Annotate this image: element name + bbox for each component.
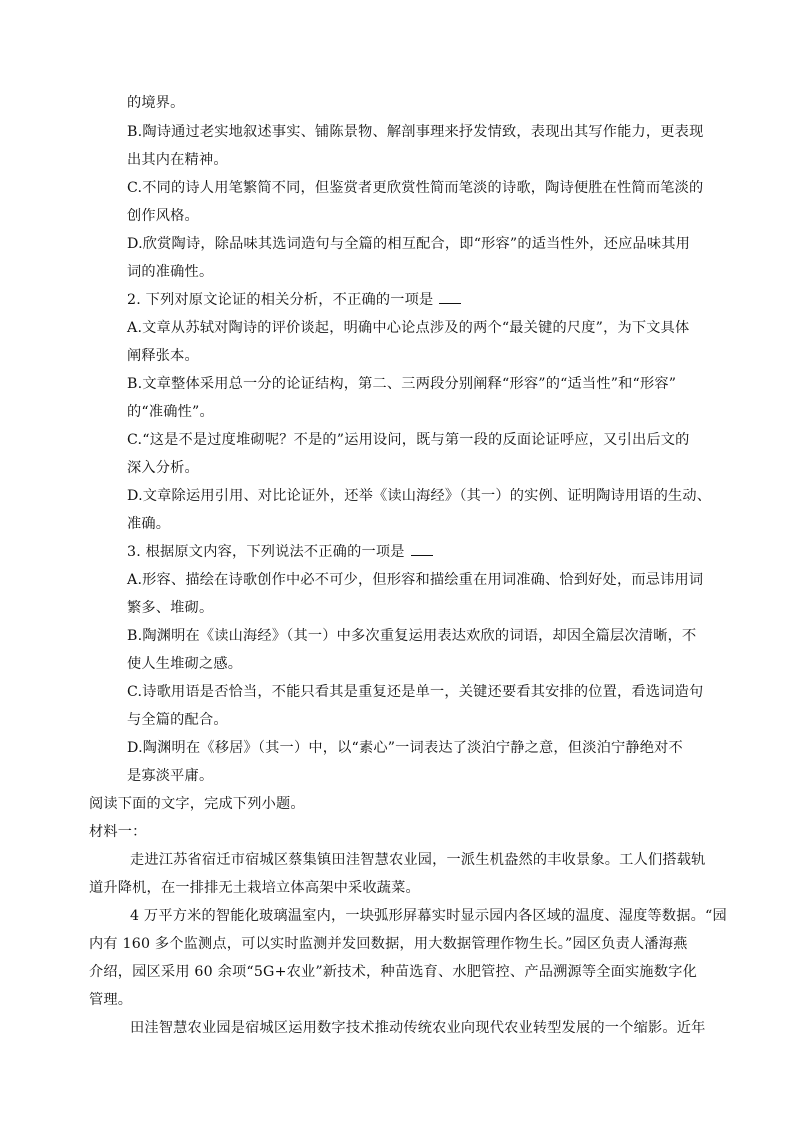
text-line xyxy=(127,543,433,561)
text-line xyxy=(127,683,703,701)
line-text: 田洼智慧农业园是宿城区运用数字技术推动传统农业向现代农业转型发展的一个缩影。近年 xyxy=(130,1020,706,1036)
line-text: 道升降机，在一排排无土栽培立体高架中采收蔬菜。 xyxy=(89,880,420,896)
line-text: 是寡淡平庸。 xyxy=(127,768,214,784)
text-line xyxy=(127,767,213,785)
line-text: 材料一： xyxy=(89,824,147,840)
text-line xyxy=(127,739,683,757)
line-text: 走进江苏省宿迁市宿城区蔡集镇田洼智慧农业园，一派生机盎然的丰收景象。工人们搭载轨 xyxy=(130,852,706,868)
line-text: D.陶渊明在《移居》（其一）中，以“素心”一词表达了淡泊宁静之意，但淡泊宁静绝对不 xyxy=(127,740,683,756)
line-text: 4 万平方米的智能化玻璃温室内，一块弧形屏幕实时显示园内各区域的温度、湿度等数据。“园 xyxy=(130,908,727,924)
text-line xyxy=(127,431,690,449)
line-text: 3. 根据原文内容，下列说法不正确的一项是 xyxy=(127,544,405,560)
line-text: 繁多、堆砌。 xyxy=(127,600,214,616)
line-text: B.文章整体采用总一分的论证结构，第二、三两段分别阐释“形容”的“适当性”和“形容” xyxy=(127,376,677,392)
line-text: 的“准确性”。 xyxy=(127,404,214,420)
answer-blank[interactable] xyxy=(439,291,461,304)
text-line xyxy=(89,823,147,841)
line-text: 词的准确性。 xyxy=(127,264,214,280)
line-text: 阐释张本。 xyxy=(127,348,199,364)
line-text: 内有 160 多个监测点，可以实时监测并发回数据，用大数据管理作物生长。”园区负责人潘海燕 xyxy=(89,936,688,952)
text-line xyxy=(127,627,696,645)
line-text: C.不同的诗人用笔繁简不同，但鉴赏者更欣赏性简而笔淡的诗歌，陶诗便胜在性简而笔淡的 xyxy=(127,180,704,196)
line-text: C.诗歌用语是否恰当，不能只看其是重复还是单一，关键还要看其安排的位置，看选词造句 xyxy=(127,684,704,700)
text-line xyxy=(127,235,690,253)
text-line xyxy=(127,123,703,141)
text-line xyxy=(127,375,676,393)
text-line xyxy=(127,571,703,589)
text-line xyxy=(127,515,170,533)
line-text: 阅读下面的文字，完成下列小题。 xyxy=(89,796,305,812)
line-text: A.文章从苏轼对陶诗的评价谈起，明确中心论点涉及的两个“最关键的尺度”，为下文具体 xyxy=(127,320,690,336)
line-text: C.“这是不是过度堆砌呢？不是的”运用设问，既与第一段的反面论证呼应，又引出后文的 xyxy=(127,432,690,448)
text-line xyxy=(127,179,703,197)
line-text: 与全篇的配合。 xyxy=(127,712,228,728)
text-line xyxy=(127,291,461,309)
text-line xyxy=(130,907,727,925)
text-line xyxy=(127,487,711,505)
text-line xyxy=(127,655,242,673)
text-line xyxy=(89,879,420,897)
text-line xyxy=(127,459,199,477)
line-text: 介绍，园区采用 60 余项“5G+农业”新技术，种苗选育、水肥管控、产品溯源等全面实施数字化 xyxy=(89,964,697,980)
text-line xyxy=(127,403,214,421)
line-text: 准确。 xyxy=(127,516,171,532)
text-line xyxy=(127,319,689,337)
line-text: B.陶诗通过老实地叙述事实、铺陈景物、解剖事理来抒发情致，表现出其写作能力，更表现 xyxy=(127,124,704,140)
line-text: 使人生堆砌之感。 xyxy=(127,656,243,672)
line-text: 深入分析。 xyxy=(127,460,199,476)
text-line xyxy=(127,151,228,169)
line-text: B.陶渊明在《读山海经》（其一）中多次重复运用表达欢欣的词语，却因全篇层次清晰，不 xyxy=(127,628,697,644)
line-text: D.文章除运用引用、对比论证外，还举《读山海经》（其一）的实例、证明陶诗用语的生动、 xyxy=(127,488,712,504)
line-text: 出其内在精神。 xyxy=(127,152,228,168)
text-line xyxy=(89,963,697,981)
text-line xyxy=(127,207,199,225)
line-text: 管理。 xyxy=(89,992,133,1008)
text-line xyxy=(130,851,706,869)
text-line xyxy=(89,991,132,1009)
line-text: A.形容、描绘在诗歌创作中必不可少，但形容和描绘重在用词准确、恰到好处，而忌讳用词 xyxy=(127,572,704,588)
line-text: 创作风格。 xyxy=(127,208,199,224)
text-line xyxy=(127,347,199,365)
answer-blank[interactable] xyxy=(411,543,433,556)
text-line xyxy=(127,711,228,729)
line-text: 的境界。 xyxy=(127,95,185,111)
line-text: D.欣赏陶诗，除品味其选词造句与全篇的相互配合，即“形容”的适当性外，还应品味其用 xyxy=(127,236,691,252)
line-text: 2. 下列对原文论证的相关分析，不正确的一项是 xyxy=(127,292,434,308)
text-line xyxy=(89,935,688,953)
text-line xyxy=(127,263,213,281)
text-line xyxy=(130,1019,706,1037)
text-line xyxy=(89,795,305,813)
text-line xyxy=(127,94,185,112)
text-line xyxy=(127,599,213,617)
